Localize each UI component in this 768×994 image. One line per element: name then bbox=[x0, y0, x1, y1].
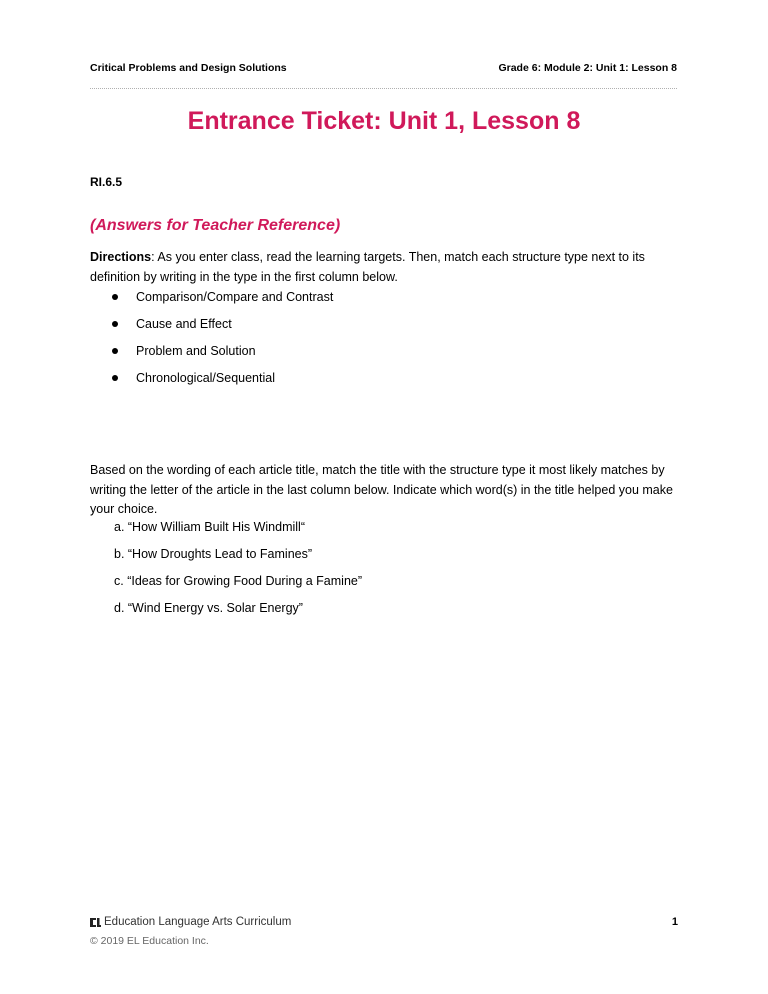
structure-type-label: Problem and Solution bbox=[136, 344, 256, 358]
list-item bbox=[110, 369, 333, 396]
list-item: c. “Ideas for Growing Food During a Famine” bbox=[114, 574, 363, 588]
page-title: Entrance Ticket: Unit 1, Lesson 8 bbox=[187, 107, 581, 135]
structure-type-label: Comparison/Compare and Contrast bbox=[136, 290, 334, 304]
header-course-title: Critical Problems and Design Solutions bbox=[90, 62, 287, 74]
directions-paragraph bbox=[90, 248, 680, 287]
matching-instructions: Based on the wording of each article title, match the title with the structure type it most likely matches by writing the letter of the article in the last column below. Indicate which word(s) in the title helped you make your choice. bbox=[90, 463, 673, 516]
standard-code: RI.6.5 bbox=[90, 175, 123, 189]
footer-logo-text: Education Language Arts Curriculum bbox=[104, 916, 292, 928]
teacher-reference-subheading: (Answers for Teacher Reference) bbox=[90, 217, 341, 234]
header-divider bbox=[90, 88, 677, 89]
list-item: b. “How Droughts Lead to Famines” bbox=[114, 547, 313, 561]
structure-type-label: Cause and Effect bbox=[136, 317, 232, 331]
bullet-icon bbox=[112, 294, 118, 300]
directions-text: : As you enter class, read the learning targets. Then, match each structure type next to its definition by writing in the type in the first column below. bbox=[90, 250, 645, 284]
structure-type-list bbox=[110, 288, 333, 396]
el-logo-icon bbox=[90, 917, 101, 928]
bullet-icon bbox=[112, 375, 118, 381]
bullet-icon bbox=[112, 348, 118, 354]
copyright-text: © 2019 EL Education Inc. bbox=[90, 935, 209, 947]
article-title-list bbox=[114, 518, 362, 626]
list-item: a. “How William Built His Windmill“ bbox=[114, 520, 305, 534]
list-item bbox=[110, 288, 333, 315]
list-item bbox=[110, 315, 333, 342]
directions-label: Directions bbox=[90, 250, 152, 264]
list-item: d. “Wind Energy vs. Solar Energy” bbox=[114, 601, 303, 615]
list-item bbox=[110, 342, 333, 369]
footer-logo bbox=[90, 916, 291, 928]
header-lesson-info: Grade 6: Module 2: Unit 1: Lesson 8 bbox=[498, 62, 677, 74]
page-number: 1 bbox=[671, 916, 678, 928]
bullet-icon bbox=[112, 321, 118, 327]
structure-type-label: Chronological/Sequential bbox=[136, 371, 275, 385]
